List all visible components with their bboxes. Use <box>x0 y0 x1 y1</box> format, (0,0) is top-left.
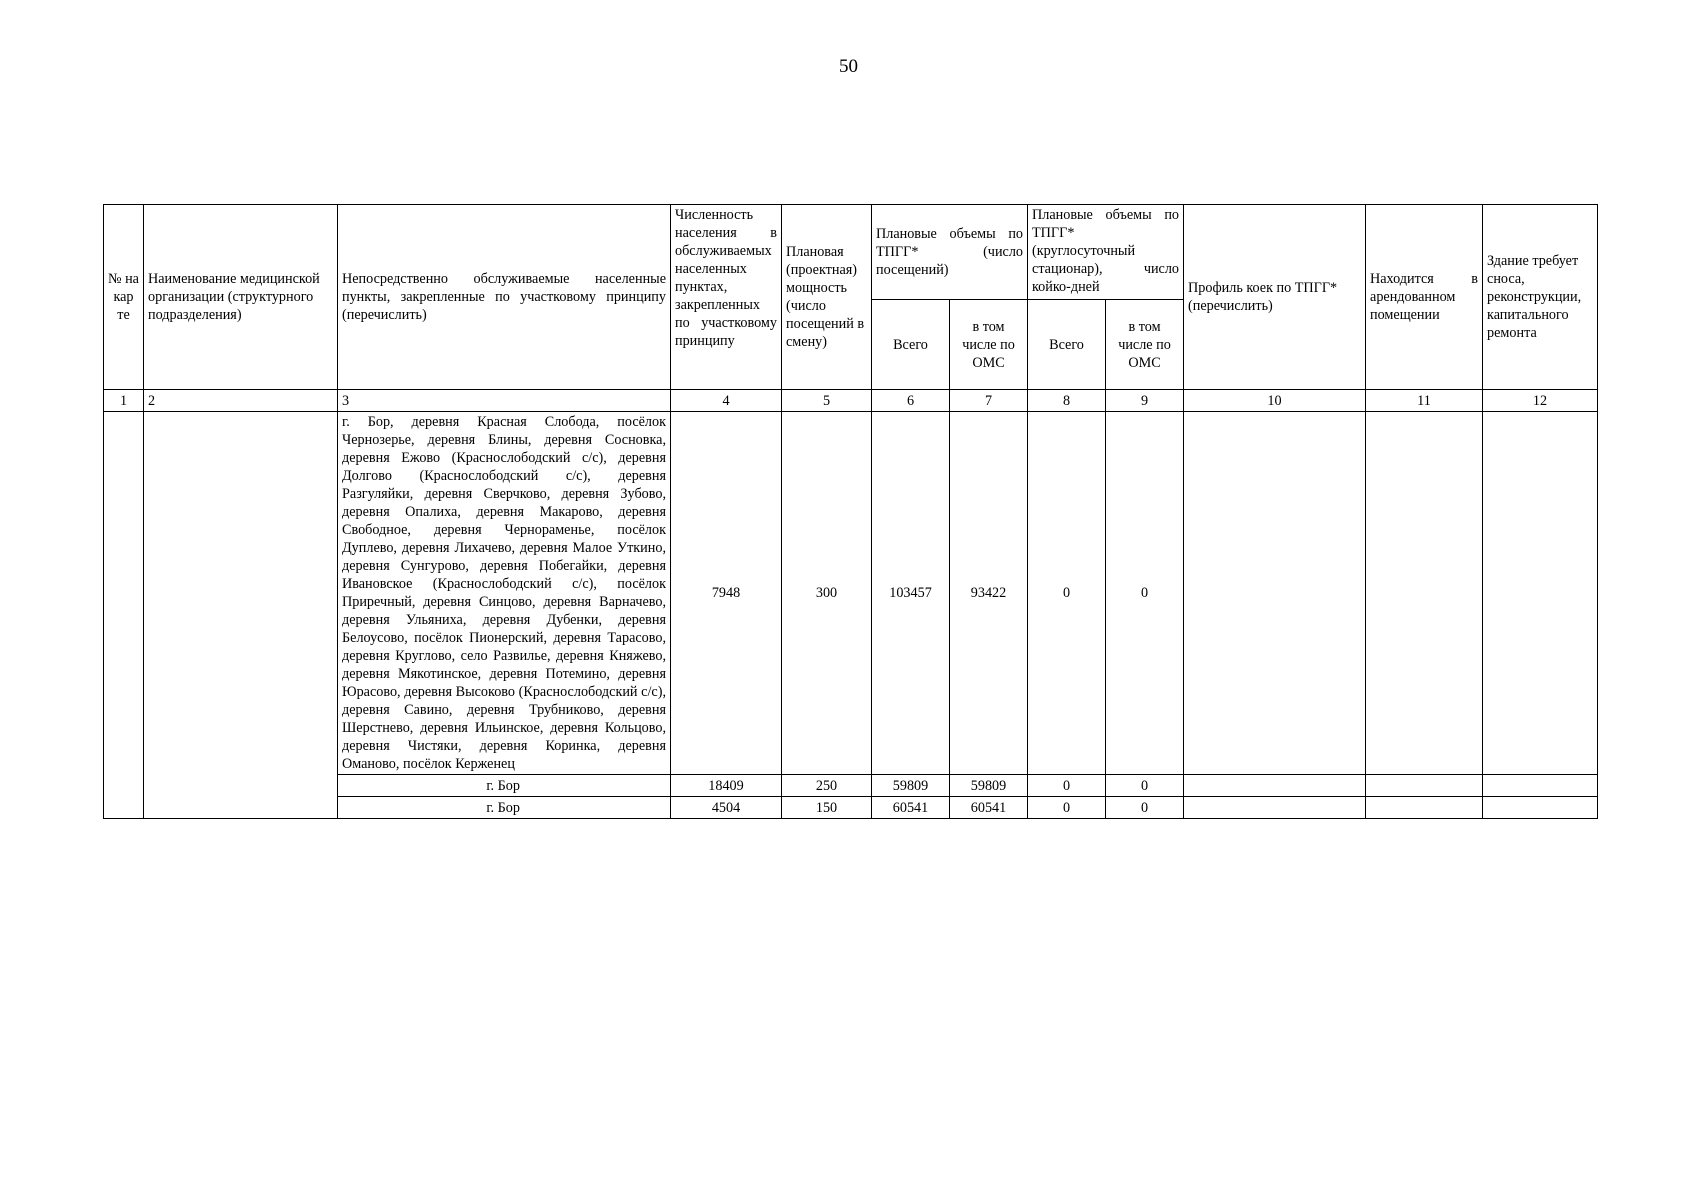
visits-oms-cell: 59809 <box>950 775 1028 797</box>
bed-profile-cell <box>1184 412 1366 775</box>
column-number: 4 <box>671 390 782 412</box>
visits-total-cell: 59809 <box>872 775 950 797</box>
column-number: 6 <box>872 390 950 412</box>
bed-profile-cell <box>1184 797 1366 819</box>
header-beds-oms: в том числе по ОМС <box>1106 300 1184 390</box>
column-number: 2 <box>144 390 338 412</box>
settlements-cell: г. Бор <box>338 775 671 797</box>
column-number: 8 <box>1028 390 1106 412</box>
visits-oms-cell: 93422 <box>950 412 1028 775</box>
visits-total-cell: 103457 <box>872 412 950 775</box>
beds-oms-cell: 0 <box>1106 797 1184 819</box>
page-number: 50 <box>839 56 858 77</box>
population-cell: 18409 <box>671 775 782 797</box>
header-planned-capacity: Плановая (проектная) мощность (число посещений в смену) <box>782 205 872 390</box>
column-number: 3 <box>338 390 671 412</box>
header-map-number: № на кар те <box>104 205 144 390</box>
population-cell: 7948 <box>671 412 782 775</box>
capacity-cell: 300 <box>782 412 872 775</box>
visits-total-cell: 60541 <box>872 797 950 819</box>
column-number: 5 <box>782 390 872 412</box>
beds-total-cell: 0 <box>1028 412 1106 775</box>
beds-oms-cell: 0 <box>1106 775 1184 797</box>
header-beds-total: Всего <box>1028 300 1106 390</box>
column-number: 12 <box>1483 390 1598 412</box>
building-repair-cell <box>1483 412 1598 775</box>
header-served-settlements: Непосредственно обслуживаемые населенные пункты, закрепленные по участковому принципу (перечислить) <box>338 205 671 390</box>
settlements-cell: г. Бор, деревня Красная Слобода, посёлок Чернозерье, деревня Блины, деревня Сосновка, деревня Ежово (Краснослободский с/с), деревня Долгово (Краснослободский с/с), деревня Разгуляйки, деревня Сверчково, деревня Зубово, деревня Опалиха, деревня Макарово, деревня Свободное, деревня Чернораменье, посёлок Дуплево, деревня Лихачево, деревня Малое Уткино, деревня Сунгурово, деревня Побегайки, деревня Ивановское (Краснослободский с/с), посёлок Приречный, деревня Синцово, деревня Варначево, деревня Ульяниха, деревня Дубенки, деревня Белоусово, посёлок Пионерский, деревня Тарасово, деревня Круглово, село Развилье, деревня Княжево, деревня Мякотинское, деревня Потемино, деревня Юрасово, деревня Высоково (Краснослободский с/с), деревня Савино, деревня Трубниково, деревня Шерстнево, деревня Ильинское, деревня Кольцово, деревня Чистяки, деревня Коринка, деревня Омановo, посёлок Керженец <box>338 412 671 775</box>
beds-total-cell: 0 <box>1028 797 1106 819</box>
header-building-repair: Здание требует сноса, реконструкции, капитального ремонта <box>1483 205 1598 390</box>
bed-profile-cell <box>1184 775 1366 797</box>
header-population: Численность населения в обслуживаемых населенных пунктах, закрепленных по участковому принципу <box>671 205 782 390</box>
medical-facilities-table <box>103 204 1598 819</box>
rented-premises-cell <box>1366 797 1483 819</box>
header-bed-profile: Профиль коек по ТПГГ* (перечислить) <box>1184 205 1366 390</box>
column-number: 11 <box>1366 390 1483 412</box>
header-visits-oms: в том числе по ОМС <box>950 300 1028 390</box>
rented-premises-cell <box>1366 412 1483 775</box>
column-number: 10 <box>1184 390 1366 412</box>
table-row <box>104 412 1598 775</box>
header-planned-visits-group: Плановые объемы по ТПГГ* (число посещений) <box>872 205 1028 300</box>
capacity-cell: 250 <box>782 775 872 797</box>
header-visits-total: Всего <box>872 300 950 390</box>
building-repair-cell <box>1483 797 1598 819</box>
column-number-row <box>104 390 1598 412</box>
settlements-cell: г. Бор <box>338 797 671 819</box>
building-repair-cell <box>1483 775 1598 797</box>
map-number-cell <box>104 412 144 819</box>
beds-total-cell: 0 <box>1028 775 1106 797</box>
column-number: 9 <box>1106 390 1184 412</box>
population-cell: 4504 <box>671 797 782 819</box>
visits-oms-cell: 60541 <box>950 797 1028 819</box>
header-organization-name: Наименование медицинской организации (структурного подразделения) <box>144 205 338 390</box>
header-rented-premises: Находится в арендованном помещении <box>1366 205 1483 390</box>
organization-name-cell <box>144 412 338 819</box>
rented-premises-cell <box>1366 775 1483 797</box>
beds-oms-cell: 0 <box>1106 412 1184 775</box>
capacity-cell: 150 <box>782 797 872 819</box>
header-planned-beds-group: Плановые объемы по ТПГГ* (круглосуточный стационар), число койко-дней <box>1028 205 1184 300</box>
table-header-row <box>104 205 1598 300</box>
column-number: 7 <box>950 390 1028 412</box>
column-number: 1 <box>104 390 144 412</box>
